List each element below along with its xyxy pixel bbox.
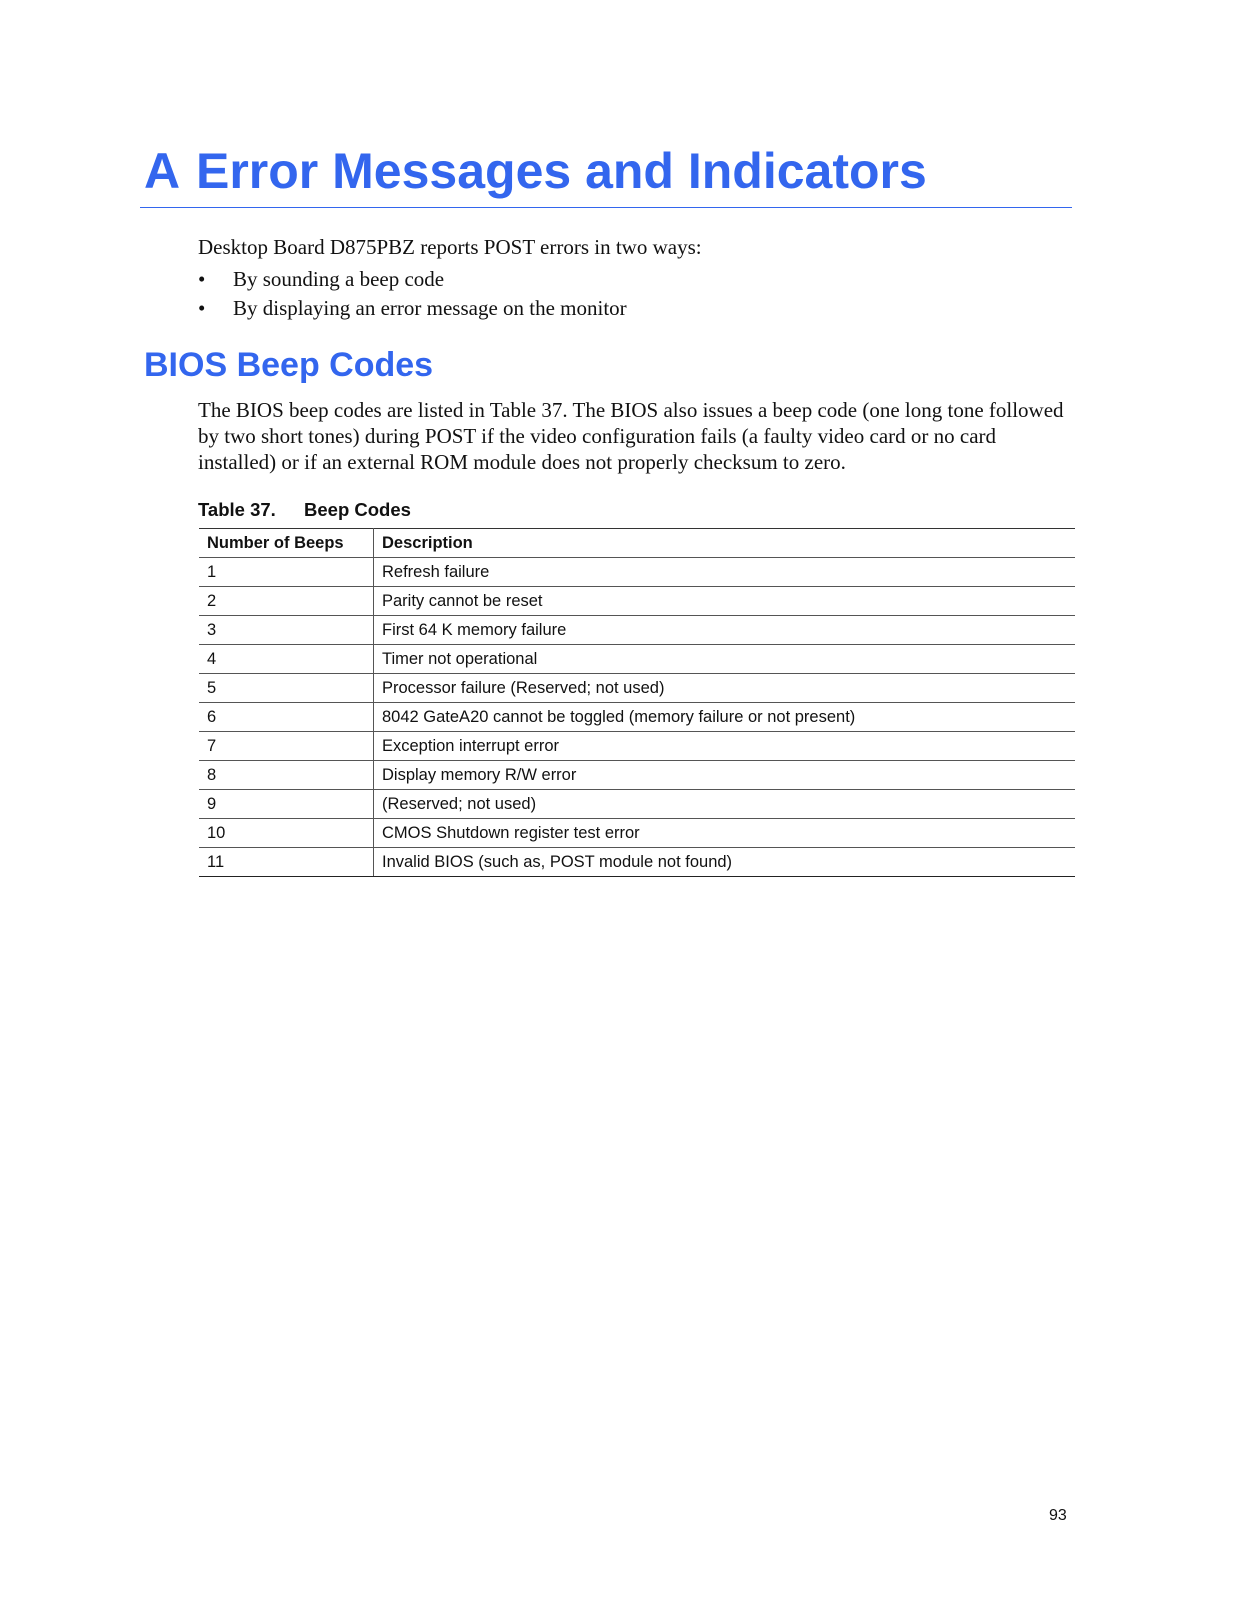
beep-count-cell: 1 <box>199 558 374 587</box>
table-row <box>199 703 1075 732</box>
header-number-of-beeps: Number of Beeps <box>199 529 374 558</box>
description-cell: Display memory R/W error <box>374 761 1076 790</box>
table-row <box>199 819 1075 848</box>
table-row <box>199 790 1075 819</box>
table-row <box>199 587 1075 616</box>
beep-codes-table <box>199 528 1075 877</box>
table-row <box>199 616 1075 645</box>
title-rule <box>140 207 1072 208</box>
beep-count-cell: 11 <box>199 848 374 877</box>
beep-count-cell: 8 <box>199 761 374 790</box>
table-row <box>199 848 1075 877</box>
description-cell: First 64 K memory failure <box>374 616 1076 645</box>
bullet-text: By displaying an error message on the monitor <box>233 296 627 320</box>
bullet-icon: • <box>198 296 206 320</box>
description-cell: Parity cannot be reset <box>374 587 1076 616</box>
beep-count-cell: 6 <box>199 703 374 732</box>
description-cell: Exception interrupt error <box>374 732 1076 761</box>
table-row <box>199 645 1075 674</box>
header-description: Description <box>374 529 1076 558</box>
table-row <box>199 761 1075 790</box>
bullet-icon: • <box>198 267 206 291</box>
chapter-title <box>144 140 927 202</box>
table-row <box>199 674 1075 703</box>
bullet-list <box>198 265 627 323</box>
table-body <box>199 558 1075 877</box>
table-row <box>199 558 1075 587</box>
bullet-text: By sounding a beep code <box>233 267 445 291</box>
description-cell: 8042 GateA20 cannot be toggled (memory failure or not present) <box>374 703 1076 732</box>
description-cell: Refresh failure <box>374 558 1076 587</box>
description-cell: (Reserved; not used) <box>374 790 1076 819</box>
table-caption-number: Table 37. <box>198 499 276 520</box>
bullet-item <box>198 265 627 294</box>
table-caption-title: Beep Codes <box>304 499 411 520</box>
chapter-title-text: Error Messages and Indicators <box>196 143 927 199</box>
beep-count-cell: 2 <box>199 587 374 616</box>
page-number: 93 <box>1049 1507 1067 1524</box>
description-cell: CMOS Shutdown register test error <box>374 819 1076 848</box>
description-cell: Processor failure (Reserved; not used) <box>374 674 1076 703</box>
section-paragraph: The BIOS beep codes are listed in Table 37. The BIOS also issues a beep code (one long tone followed by two short tones) during POST if the video configuration fails (a faulty video card or no card installed) or if an external ROM module does not properly checksum to zero. <box>198 398 1064 474</box>
beep-count-cell: 4 <box>199 645 374 674</box>
description-cell: Invalid BIOS (such as, POST module not found) <box>374 848 1076 877</box>
bullet-item <box>198 294 627 323</box>
table-row <box>199 732 1075 761</box>
chapter-letter: A <box>144 143 181 199</box>
beep-count-cell: 3 <box>199 616 374 645</box>
section-title: BIOS Beep Codes <box>144 346 434 384</box>
intro-text: Desktop Board D875PBZ reports POST errors in two ways: <box>198 235 702 259</box>
description-cell: Timer not operational <box>374 645 1076 674</box>
beep-count-cell: 5 <box>199 674 374 703</box>
beep-count-cell: 10 <box>199 819 374 848</box>
beep-count-cell: 7 <box>199 732 374 761</box>
table-caption <box>198 497 411 523</box>
beep-count-cell: 9 <box>199 790 374 819</box>
table-header-row <box>199 529 1075 558</box>
